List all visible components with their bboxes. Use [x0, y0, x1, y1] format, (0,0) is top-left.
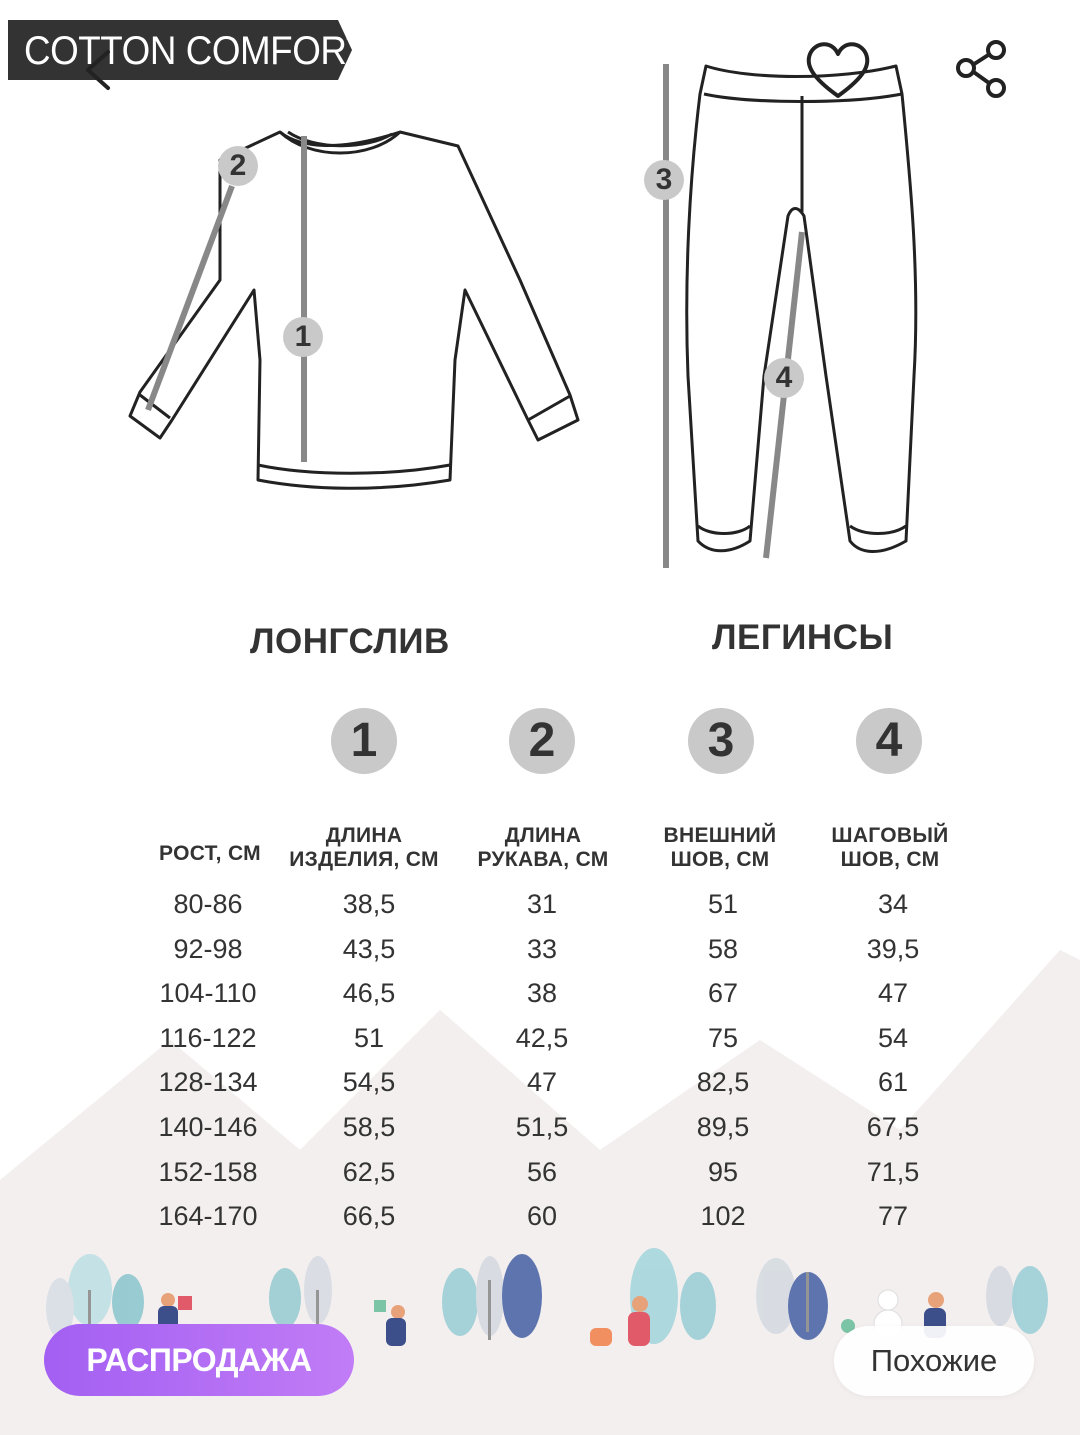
- table-marker-1: 1: [331, 708, 397, 774]
- table-cell-value: 60: [526, 1201, 558, 1231]
- table-cell-value: 67,5: [866, 1112, 920, 1142]
- table-cell-value: 82,5: [696, 1067, 750, 1097]
- share-icon: [948, 36, 1014, 102]
- share-button[interactable]: [948, 36, 1014, 102]
- header-sleeve-length: ДЛИНА РУКАВА, СМ: [477, 824, 609, 871]
- table-cell-value: 89,5: [696, 1112, 750, 1142]
- table-cell-value: 38: [526, 978, 558, 1008]
- longsleeve-title: ЛОНГСЛИВ: [250, 622, 450, 661]
- table-cell-value: 56: [526, 1157, 558, 1187]
- table-cell-value: 42,5: [515, 1023, 569, 1053]
- table-cell-value: 62,5: [342, 1157, 396, 1187]
- table-cell-value: 58,5: [342, 1112, 396, 1142]
- table-cell-height: 128-134: [158, 1067, 258, 1097]
- table-cell-value: 51: [707, 889, 739, 919]
- table-cell-value: 66,5: [342, 1201, 396, 1231]
- table-cell-value: 54,5: [342, 1067, 396, 1097]
- table-cell-value: 51,5: [515, 1112, 569, 1142]
- table-cell-height: 116-122: [159, 1023, 257, 1053]
- table-cell-value: 39,5: [866, 934, 920, 964]
- table-cell-value: 51: [353, 1023, 385, 1053]
- table-cell-height: 152-158: [158, 1157, 258, 1187]
- table-marker-4: 4: [856, 708, 922, 774]
- table-cell-value: 47: [526, 1067, 558, 1097]
- table-cell-value: 71,5: [866, 1157, 920, 1187]
- table-cell-height: 80-86: [173, 889, 243, 919]
- table-cell-height: 140-146: [158, 1112, 258, 1142]
- header-height: РОСТ, СМ: [159, 842, 261, 865]
- leggings-diagram: [640, 56, 930, 576]
- back-button[interactable]: [70, 40, 130, 100]
- diagram-marker-2: 2: [218, 146, 258, 186]
- table-cell-value: 54: [877, 1023, 909, 1053]
- table-cell-value: 67: [707, 978, 739, 1008]
- chevron-left-icon: [70, 40, 130, 100]
- header-item-length: ДЛИНА ИЗДЕЛИЯ, СМ: [289, 824, 439, 871]
- sale-button[interactable]: РАСПРОДАЖА: [44, 1324, 354, 1396]
- table-cell-value: 47: [877, 978, 909, 1008]
- table-cell-value: 31: [526, 889, 558, 919]
- diagram-marker-1: 1: [283, 317, 323, 357]
- longsleeve-diagram: [120, 120, 590, 510]
- table-cell-value: 34: [877, 889, 909, 919]
- table-cell-height: 104-110: [159, 978, 257, 1008]
- table-cell-value: 38,5: [342, 889, 396, 919]
- table-cell-height: 92-98: [173, 934, 243, 964]
- table-cell-value: 61: [877, 1067, 909, 1097]
- table-cell-value: 102: [700, 1201, 746, 1231]
- header-outer-seam: ВНЕШНИЙ ШОВ, СМ: [663, 824, 777, 871]
- leggings-title: ЛЕГИНСЫ: [712, 618, 894, 657]
- table-marker-3: 3: [688, 708, 754, 774]
- table-cell-value: 58: [707, 934, 739, 964]
- table-cell-height: 164-170: [158, 1201, 258, 1231]
- diagram-marker-3: 3: [644, 160, 684, 200]
- table-cell-value: 77: [877, 1201, 909, 1231]
- table-cell-value: 95: [707, 1157, 739, 1187]
- table-cell-value: 46,5: [342, 978, 396, 1008]
- similar-button[interactable]: Похожие: [834, 1326, 1034, 1396]
- brand-name: COTTON COMFORT: [24, 29, 368, 73]
- table-cell-value: 43,5: [342, 934, 396, 964]
- diagram-marker-4: 4: [764, 358, 804, 398]
- table-cell-value: 33: [526, 934, 558, 964]
- table-cell-value: 75: [707, 1023, 739, 1053]
- header-inseam: ШАГОВЫЙ ШОВ, СМ: [831, 824, 949, 871]
- table-marker-2: 2: [509, 708, 575, 774]
